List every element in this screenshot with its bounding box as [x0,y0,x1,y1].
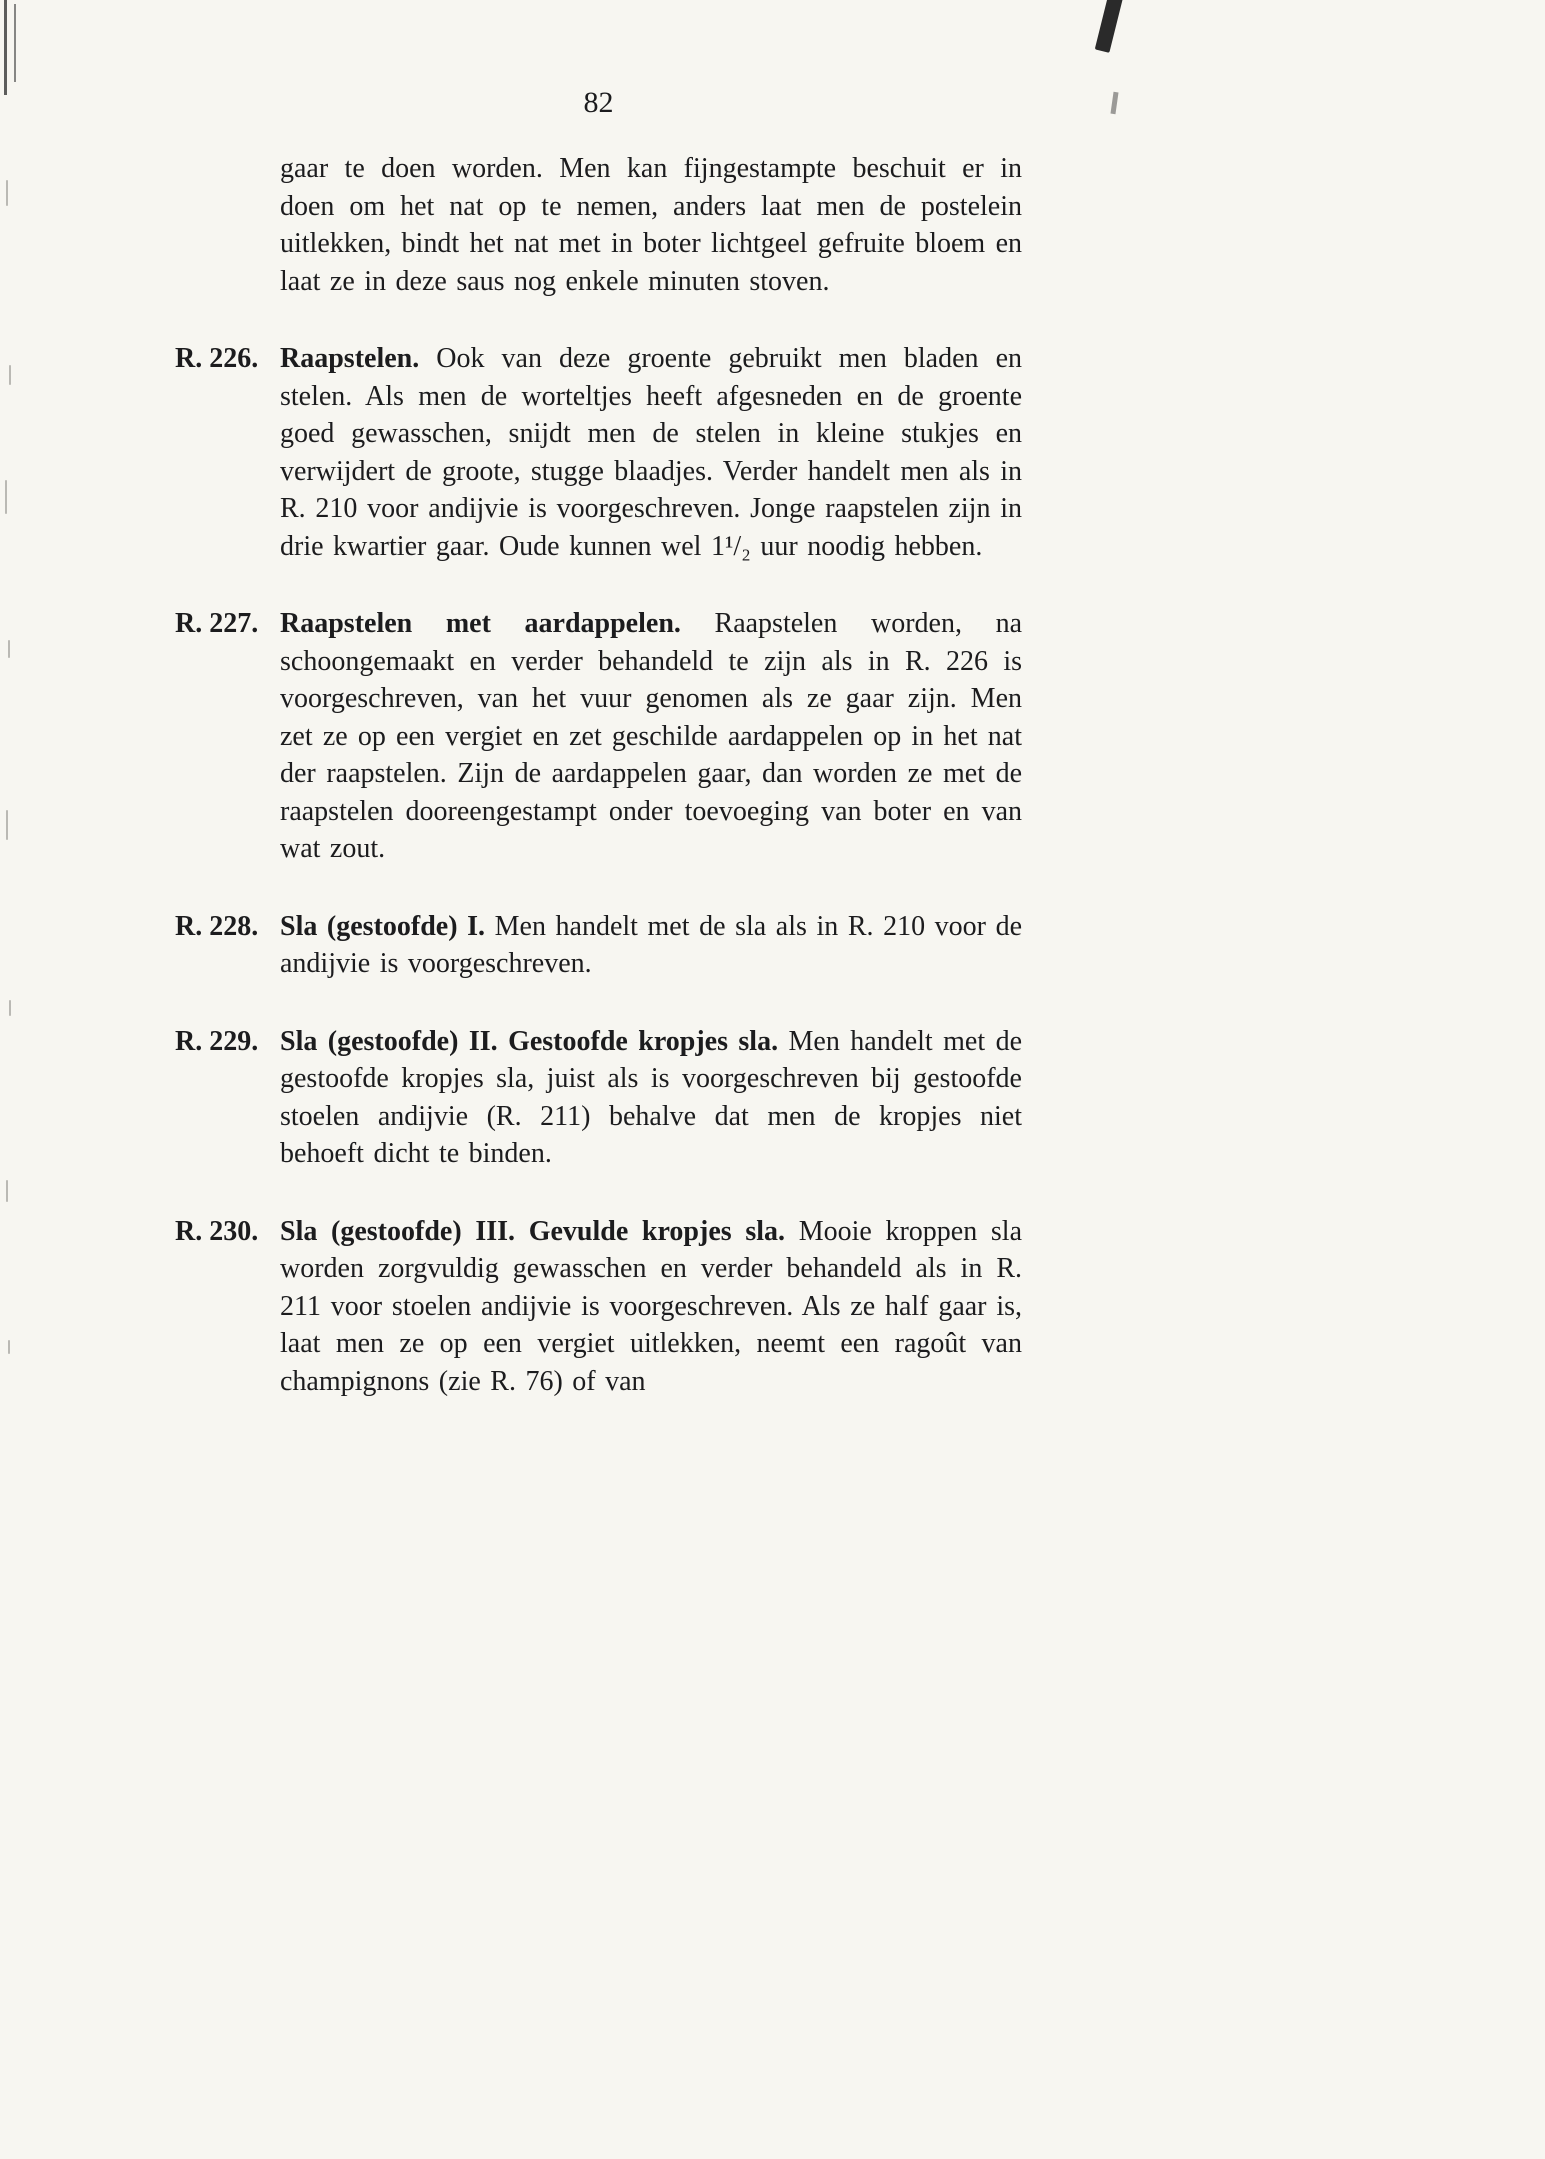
recipe-paragraph [280,1213,1022,1401]
intro-paragraph: gaar te doen worden. Men kan fijngestampte beschuit er in doen om het nat op te nemen, anders laat men de postelein uitlekken, bindt het nat met in boter lichtgeel gefruite bloem en laat ze in deze saus nog enkele minuten stoven. [280,153,1022,297]
recipe-title: Sla (gestoofde) I. [280,910,486,942]
scan-artifact [9,1000,11,1016]
recipe-entry-229 [175,1023,1022,1173]
recipe-label: R. 227. [175,608,259,639]
recipe-body: Raapstelen worden, na schoongemaakt en verder behandeld te zijn als in R. 226 is voorgeschreven, van het vuur genomen als ze gaar zijn. Men zet ze op een vergiet en zet geschilde aardappelen op in het nat der raapstelen. Zijn de aardappelen gaar, dan worden ze met de raapstelen dooreengestampt onder toevoeging van boter en van wat zout. [280,608,1022,864]
text-block [175,150,1022,1400]
recipe-entry-230 [175,1213,1022,1401]
scan-artifact [1110,92,1118,114]
recipe-label: R. 228. [175,910,259,942]
recipe-body: Ook van deze groente gebruikt men bladen en stelen. Als men de worteltjes heeft afgesneden en de groente goed gewasschen, snijdt men de stelen in kleine stukjes en verwijdert de groote, stugge blaadjes. Verder handelt men als in R. 210 voor andijvie is voorgeschreven. Jonge raapstelen zijn in drie kwartier gaar. Oude kunnen wel 1¹/₂ uur noodig hebben. [280,343,1022,562]
scan-artifact [4,0,7,95]
recipe-paragraph [280,908,1022,983]
recipe-paragraph [280,340,1022,565]
scan-artifact [1095,0,1125,53]
recipe-label: R. 229. [175,1025,259,1057]
recipe-paragraph [280,1023,1022,1173]
recipe-body: Mooie kroppen sla worden zorgvuldig gewasschen en verder behandeld als in R. 211 voor stoelen andijvie is voorgeschreven. Als ze half gaar is, laat men ze op een vergiet uitlekken, neemt een ragoût van champignons (zie R. 76) of van [280,1215,1022,1397]
recipe-title: Sla (gestoofde) III. Gevulde kropjes sla. [280,1215,785,1247]
recipe-label: R. 226. [175,343,259,374]
scan-artifact [8,640,10,658]
scan-artifact [6,180,8,206]
recipe-label: R. 230. [175,1215,259,1247]
scan-artifact [6,1180,8,1202]
scan-artifact [9,365,11,385]
recipe-entry-226 [175,340,1022,565]
scan-artifact [8,1340,10,1354]
scan-artifact [14,4,16,82]
scan-artifact [6,810,8,840]
recipe-body: Men handelt met de sla als in R. 210 voor de andijvie is voorgeschreven. [280,910,1022,979]
recipe-entry-227 [175,605,1022,868]
recipe-title: Sla (gestoofde) II. Gestoofde kropjes sla. [280,1025,779,1057]
recipe-title: Raapstelen met aardappelen. [280,608,681,639]
page-number: 82 [583,86,614,119]
recipe-body: Men handelt met de gestoofde kropjes sla, juist als is voorgeschreven bij gestoofde stoelen andijvie (R. 211) behalve dat men de kropjes niet behoeft dicht te binden. [280,1025,1022,1169]
scan-artifact [5,480,7,514]
recipe-paragraph [280,605,1022,868]
recipe-title: Raapstelen. [280,343,420,374]
recipe-entry-228 [175,908,1022,983]
